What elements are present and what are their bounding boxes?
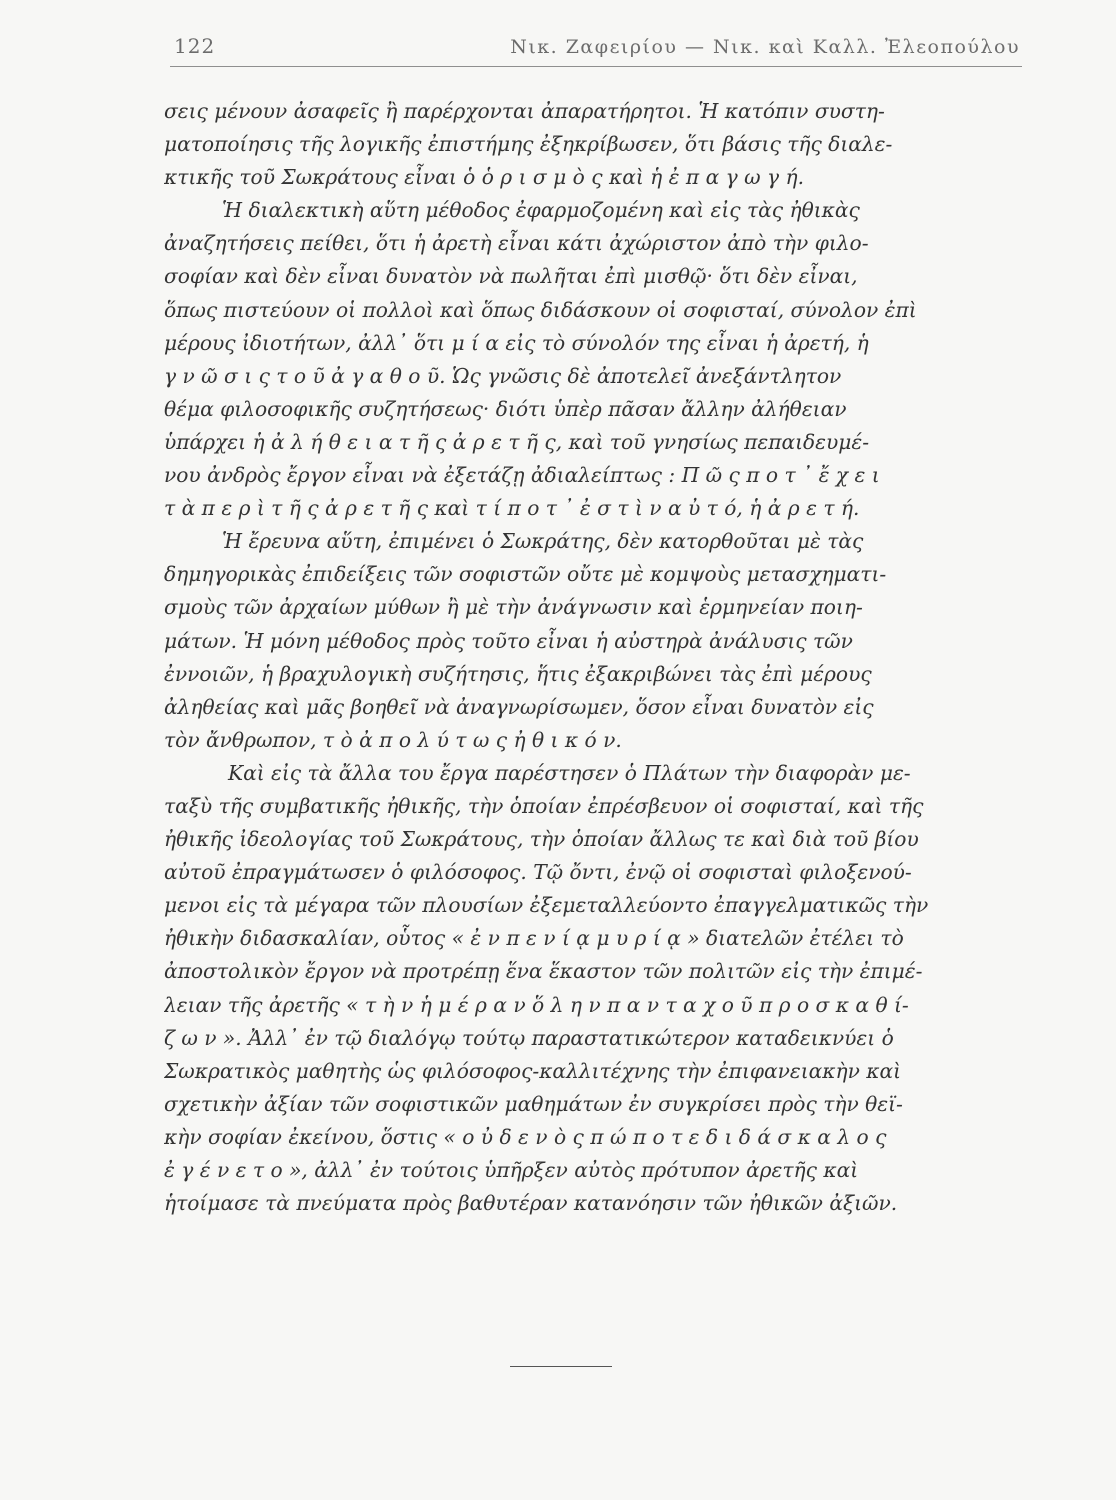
text-line: δημηγορικὰς ἐπιδείξεις τῶν σοφιστῶν οὔτε μὲ κομψοὺς μετασχηματι- xyxy=(164,562,887,587)
text-line: σχετικὴν ἀξίαν τῶν σοφιστικῶν μαθημάτων ἐν συγκρίσει πρὸς τὴν θεϊ- xyxy=(164,1091,903,1116)
text-line: ἠθικῆς ἰδεολογίας τοῦ Σωκράτους, τὴν ὁποίαν ἄλλως τε καὶ διὰ τοῦ βίου xyxy=(164,827,919,852)
text-line: κτικῆς τοῦ Σωκράτους εἶναι ὁ ὁ ρ ι σ μ ὸ ς καὶ ἡ ἐ π α γ ω γ ή. xyxy=(164,165,805,190)
text-line: θέμα φιλοσοφικῆς συζητήσεως· διότι ὑπὲρ πᾶσαν ἄλλην ἀλήθειαν xyxy=(164,396,847,421)
text-line: κὴν σοφίαν ἐκείνου, ὅστις « ο ὐ δ ε ν ὸ ς π ώ π ο τ ε δ ι δ ά σ κ α λ ο ς xyxy=(164,1124,887,1149)
text-line: μενοι εἰς τὰ μέγαρα τῶν πλουσίων ἐξεμεταλλεύοντο ἐπαγγελματικῶς τὴν xyxy=(164,893,929,918)
text-line: λειαν τῆς ἀρετῆς « τ ὴ ν ἡ μ έ ρ α ν ὅ λ η ν π α ν τ α χ ο ῦ π ρ ο σ κ α θ ί- xyxy=(164,992,909,1017)
text-line: ἐ γ έ ν ε τ ο », ἀλλ᾽ ἐν τούτοις ὑπῆρξεν αὐτὸς πρότυπον ἀρετῆς καὶ xyxy=(164,1158,859,1182)
text-line: Καὶ εἰς τὰ ἄλλα του ἔργα παρέστησεν ὁ Πλάτων τὴν διαφορὰν με- xyxy=(228,760,911,785)
text-line: ἐννοιῶν, ἡ βραχυλογικὴ συζήτησις, ἥτις ἐξακριβώνει τὰς ἐπὶ μέρους xyxy=(164,661,872,686)
text-line: μάτων. Ἡ μόνη μέθοδος πρὸς τοῦτο εἶναι ἡ αὐστηρὰ ἀνάλυσις τῶν xyxy=(164,628,853,653)
text-line: ζ ω ν ». Ἀλλ᾽ ἐν τῷ διαλόγῳ τούτῳ παραστατικώτερον καταδεικνύει ὁ xyxy=(164,1025,894,1050)
text-line: ἀναζητήσεις πείθει, ὅτι ἡ ἀρετὴ εἶναι κάτι ἀχώριστον ἀπὸ τὴν φιλο- xyxy=(164,231,869,256)
section-end-rule xyxy=(510,1366,612,1367)
text-line: γ ν ῶ σ ι ς τ ο ῦ ἀ γ α θ ο ῦ. Ὡς γνῶσις δὲ ἀποτελεῖ ἀνεξάντλητον xyxy=(164,363,842,388)
text-line: Ἡ διαλεκτικὴ αὕτη μέθοδος ἐφαρμοζομένη καὶ εἰς τὰς ἠθικὰς xyxy=(222,198,860,223)
page-header xyxy=(170,32,1022,67)
text-line: ἀληθείας καὶ μᾶς βοηθεῖ νὰ ἀναγνωρίσωμεν, ὅσον εἶναι δυνατὸν εἰς xyxy=(164,694,874,719)
text-line: Ἡ ἔρευνα αὕτη, ἐπιμένει ὁ Σωκράτης, δὲν κατορθοῦται μὲ τὰς xyxy=(222,529,864,554)
text-line: σεις μένουν ἀσαφεῖς ἢ παρέρχονται ἀπαρατήρητοι. Ἡ κατόπιν συστη- xyxy=(164,99,885,123)
text-line: μέρους ἰδιοτήτων, ἀλλ᾽ ὅτι μ ί α εἰς τὸ σύνολόν της εἶναι ἡ ἀρετή, ἡ xyxy=(164,330,869,355)
text-line: ἠθικὴν διδασκαλίαν, οὗτος « ἐ ν π ε ν ί ᾳ μ υ ρ ί ᾳ » διατελῶν ἐτέλει τὸ xyxy=(164,926,904,951)
text-line: σμοὺς τῶν ἀρχαίων μύθων ἢ μὲ τὴν ἀνάγνωσιν καὶ ἑρμηνείαν ποιη- xyxy=(164,595,863,620)
text-line: ματοποίησις τῆς λογικῆς ἐπιστήμης ἐξηκρίβωσεν, ὅτι βάσις τῆς διαλε- xyxy=(164,132,893,157)
text-line: τὸν ἄνθρωπον, τ ὸ ἀ π ο λ ύ τ ω ς ἠ θ ι κ ό ν. xyxy=(164,727,622,752)
text-line: Σωκρατικὸς μαθητὴς ὡς φιλόσοφος-καλλιτέχνης τὴν ἐπιφανειακὴν καὶ xyxy=(164,1058,902,1083)
text-line: ὑπάρχει ἡ ἀ λ ή θ ε ι α τ ῆ ς ἀ ρ ε τ ῆ ς, καὶ τοῦ γνησίως πεπαιδευμέ- xyxy=(164,429,870,454)
body-text xyxy=(164,95,1024,1220)
text-line: νου ἀνδρὸς ἔργον εἶναι νὰ ἐξετάζῃ ἀδιαλείπτως : Π ῶ ς π ο τ ᾽ ἔ χ ε ι xyxy=(164,463,880,488)
text-line: αὐτοῦ ἐπραγμάτωσεν ὁ φιλόσοφος. Τῷ ὄντι, ἐνῷ οἱ σοφισταὶ φιλοξενού- xyxy=(164,860,912,885)
running-head: Νικ. Ζαφειρίου — Νικ. καὶ Καλλ. Ἐλεοπούλου xyxy=(510,36,1020,58)
page-number: 122 xyxy=(174,34,216,58)
text-line: ταξὺ τῆς συμβατικῆς ἠθικῆς, τὴν ὁποίαν ἐπρέσβευον οἱ σοφισταί, καὶ τῆς xyxy=(164,793,924,818)
text-line: τ ὰ π ε ρ ὶ τ ῆ ς ἀ ρ ε τ ῆ ς καὶ τ ί π ο τ ᾽ ἐ σ τ ὶ ν α ὐ τ ό, ἡ ἀ ρ ε τ ή. xyxy=(164,496,860,521)
text-line: ἀποστολικὸν ἔργον νὰ προτρέπῃ ἕνα ἕκαστον τῶν πολιτῶν εἰς τὴν ἐπιμέ- xyxy=(164,959,923,984)
text-line: ὅπως πιστεύουν οἱ πολλοὶ καὶ ὅπως διδάσκουν οἱ σοφισταί, σύνολον ἐπὶ xyxy=(164,297,917,322)
text-line: σοφίαν καὶ δὲν εἶναι δυνατὸν νὰ πωλῆται ἐπὶ μισθῷ· ὅτι δὲν εἶναι, xyxy=(164,264,858,289)
text-line: ἡτοίμασε τὰ πνεύματα πρὸς βαθυτέραν κατανόησιν τῶν ἠθικῶν ἀξιῶν. xyxy=(164,1191,898,1216)
